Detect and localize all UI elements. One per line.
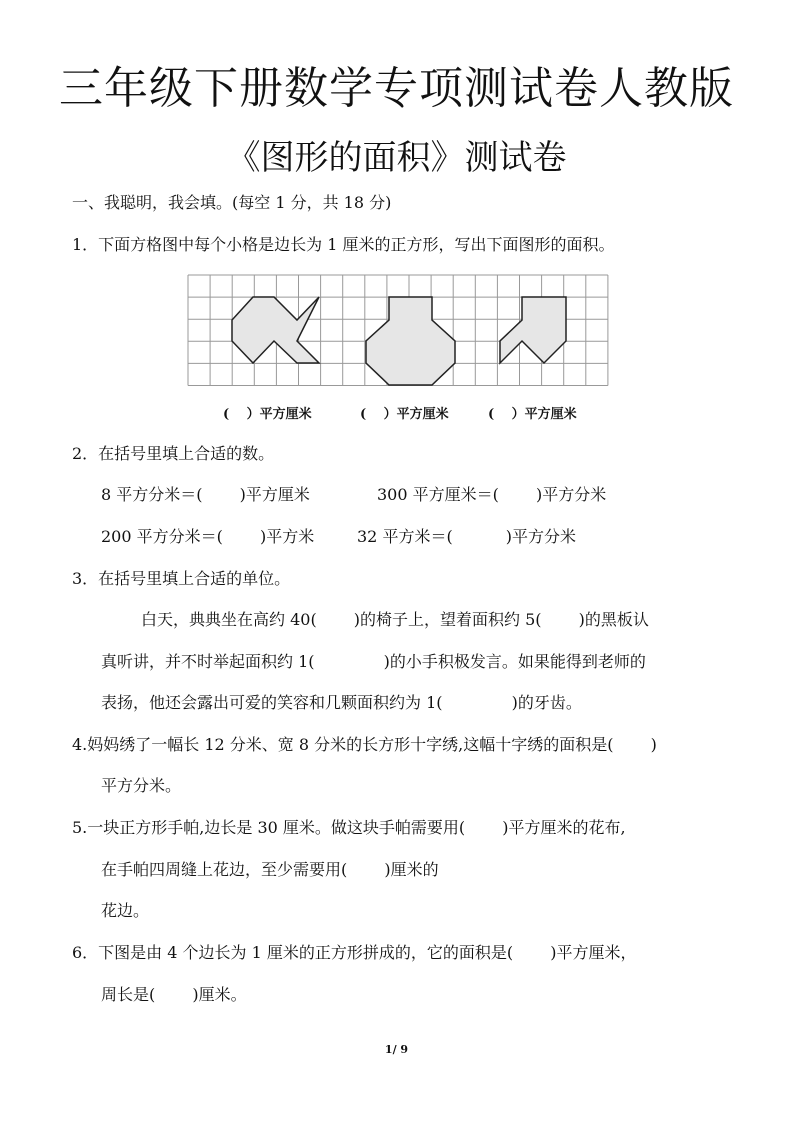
question-6-line-1: 6．下图是由 4 个边长为 1 厘米的正方形拼成的，它的面积是( )平方厘米，	[72, 943, 637, 962]
page-subtitle: 《图形的面积》测试卷	[226, 138, 567, 178]
question-2c: 200 平方分米＝( )平方米	[101, 527, 315, 546]
question-2: 2．在括号里填上合适的数。	[72, 444, 275, 463]
question-6-line-2: 周长是( )厘米。	[101, 985, 247, 1004]
question-5-line-3: 花边。	[101, 901, 150, 920]
question-1: 1．下面方格图中每个小格是边长为 1 厘米的正方形，写出下面图形的面积。	[72, 235, 615, 254]
question-3-line-1: 白天，典典坐在高约 40( )的椅子上，望着面积约 5( )的黑板认	[141, 610, 649, 629]
shape-2	[366, 297, 455, 385]
shape-3-outline	[500, 297, 566, 363]
question-2d: 32 平方米＝( )平方分米	[357, 527, 577, 546]
question-3-line-3: 表扬，他还会露出可爱的笑容和几颗面积约为 1( )的牙齿。	[101, 693, 582, 712]
page-title: 三年级下册数学专项测试卷人教版	[59, 63, 734, 114]
page-number: 1/ 9	[384, 1043, 409, 1056]
question-2b: 300 平方厘米＝( )平方分米	[377, 485, 607, 504]
caption-1: ( ）平方厘米	[223, 407, 312, 422]
shape-1	[232, 297, 319, 363]
question-5-line-1: 5.一块正方形手帕,边长是 30 厘米。做这块手帕需要用( )平方厘米的花布,	[72, 818, 626, 837]
caption-3: ( ）平方厘米	[488, 407, 577, 422]
caption-2: ( ）平方厘米	[360, 407, 449, 422]
question-5-line-2: 在手帕四周缝上花边，至少需要用( )厘米的	[101, 860, 439, 879]
question-4-line-2: 平方分米。	[101, 776, 182, 795]
section-heading: 一、我聪明，我会填。(每空 1 分，共 18 分)	[72, 193, 392, 212]
question-2a: 8 平方分米＝( )平方厘米	[101, 485, 310, 504]
question-3-line-2: 真听讲，并不时举起面积约 1( )的小手积极发言。如果能得到老师的	[101, 652, 646, 671]
question-4-line-1: 4.妈妈绣了一幅长 12 分米、宽 8 分米的长方形十字绣,这幅十字绣的面积是( )	[72, 735, 657, 754]
question-3: 3．在括号里填上合适的单位。	[72, 569, 291, 588]
grid-figure	[186, 270, 616, 390]
